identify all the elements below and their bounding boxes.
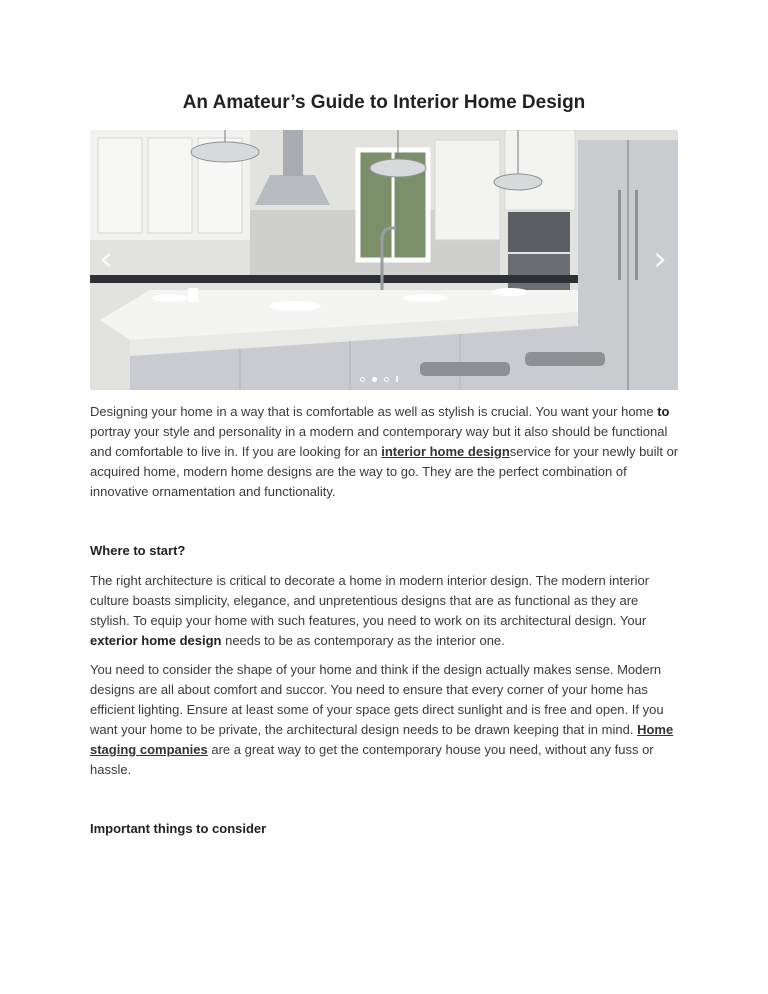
bold-text: to <box>657 404 670 419</box>
chevron-left-icon: ‹ <box>99 239 113 279</box>
intro-paragraph <box>90 402 680 502</box>
carousel-dot-active[interactable] <box>372 377 377 382</box>
carousel-dot[interactable] <box>384 377 389 382</box>
bold-text: exterior home design <box>90 633 222 648</box>
home-staging-companies-link[interactable]: Home staging companies <box>90 722 674 757</box>
carousel-indicators <box>360 376 398 382</box>
carousel-pause-icon[interactable] <box>396 376 398 382</box>
text-span: portray your style and personality in a modern and contemporary way but it also should be functional and comfortable to live in. If you are looking for an <box>90 424 668 459</box>
kitchen-photo <box>90 130 678 390</box>
page-title: An Amateur’s Guide to Interior Home Design <box>182 92 586 113</box>
text-span: Designing your home in a way that is comfortable as well as stylish is crucial. You want your home <box>90 404 658 419</box>
image-carousel[interactable] <box>90 130 678 390</box>
architecture-paragraph <box>90 571 680 651</box>
section-heading-where-to-start: Where to start? <box>90 543 186 558</box>
text-span: are a great way to get the contemporary house you need, without any fuss or hassle. <box>90 742 654 777</box>
carousel-dot[interactable] <box>360 377 365 382</box>
text-span: You need to consider the shape of your home and think if the design actually makes sense. Modern designs are all about comfort and succor. You need to ensure that every corner of your home has efficient lighting. Ensure at least some of your space gets direct sunlight and is free and open. If you want your home to be private, the architectural design needs to be drawn keeping that in mind. <box>90 662 664 737</box>
text-span: needs to be as contemporary as the interior one. <box>221 633 505 648</box>
chevron-right-icon: › <box>653 239 667 279</box>
text-span: The right architecture is critical to decorate a home in modern interior design. The modern interior culture boasts simplicity, elegance, and unpretentious designs that are as functional as they are stylish. To equip your home with such features, you need to work on its architectural design. Your <box>90 573 650 628</box>
text-span: service for your newly built or acquired home, modern home designs are the way to go. They are the perfect combination of innovative ornamentation and functionality. <box>90 444 679 499</box>
shape-paragraph <box>90 660 680 780</box>
interior-home-design-link[interactable]: interior home design <box>381 444 510 459</box>
carousel-next-button[interactable] <box>650 239 670 279</box>
section-heading-important-things: Important things to consider <box>90 821 267 836</box>
carousel-prev-button[interactable] <box>96 239 116 279</box>
